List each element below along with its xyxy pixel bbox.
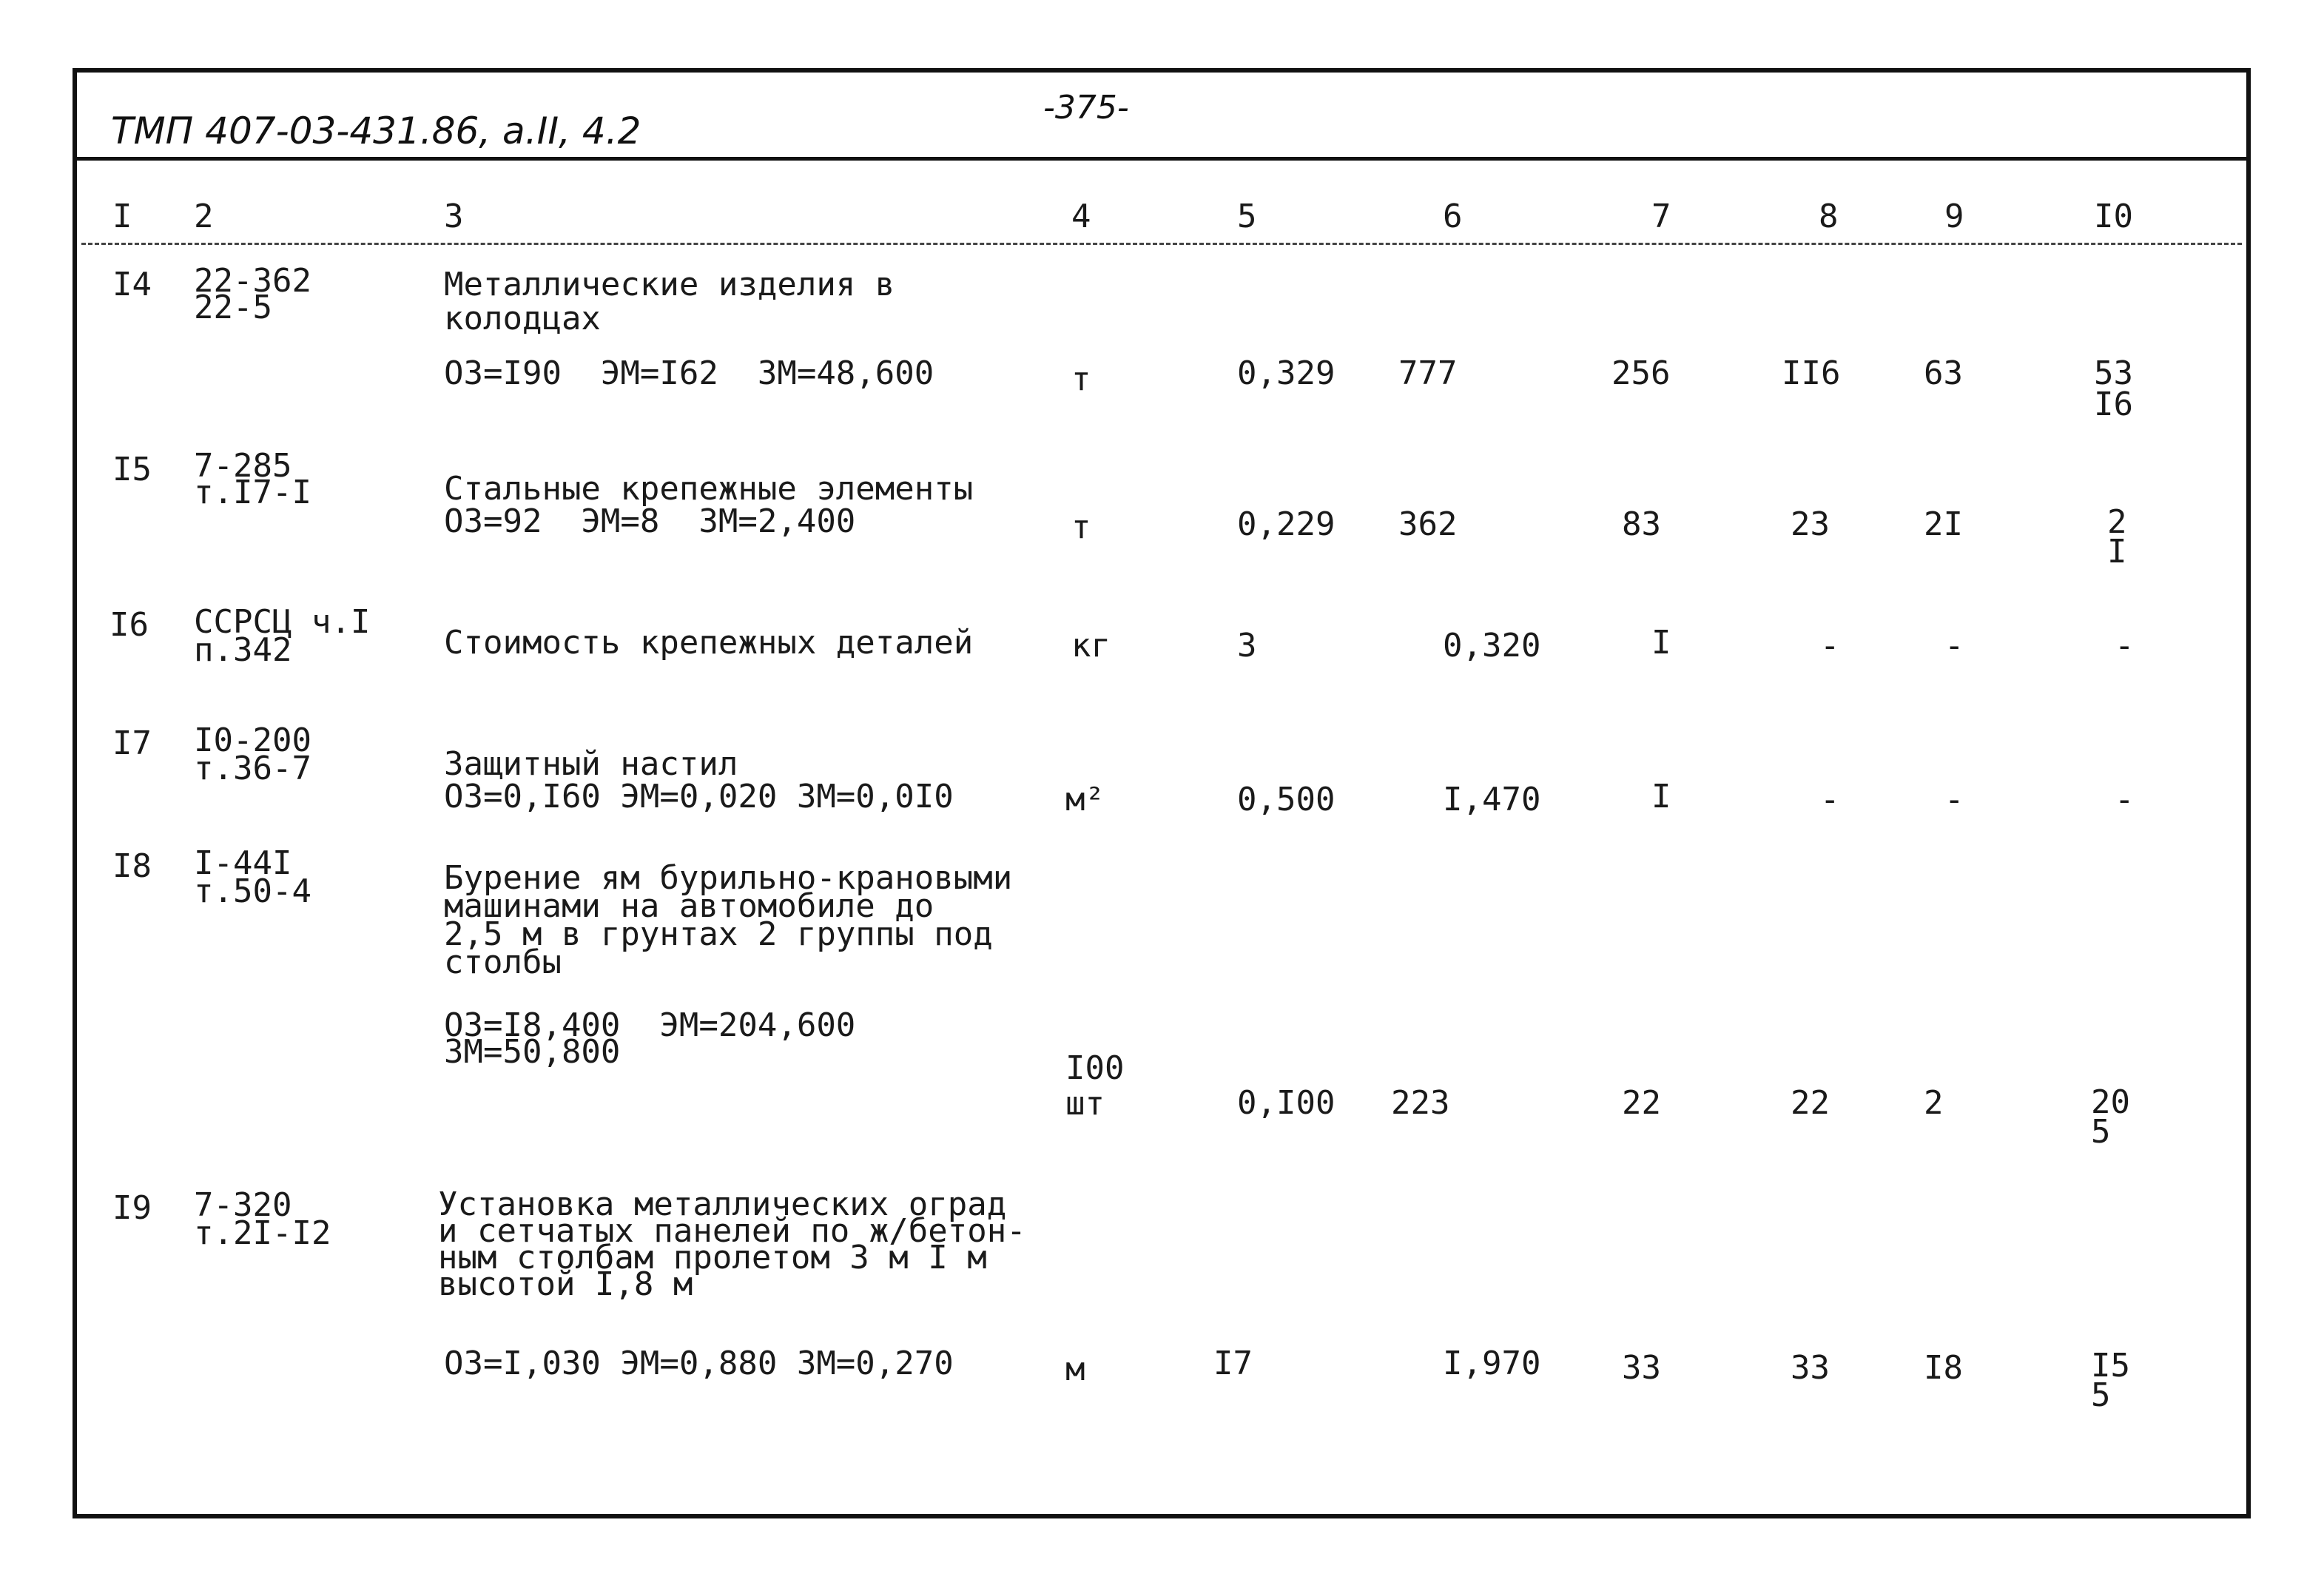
- col6-value: I,970: [1443, 1345, 1541, 1382]
- norm-code: I-44I т.50-4: [194, 844, 311, 910]
- column-number: 9: [1944, 198, 1964, 235]
- work-params: ОЗ=I90 ЭМ=I62 ЗМ=48,600: [444, 354, 934, 392]
- col9-value: 2I: [1924, 505, 1963, 543]
- row-number: I5: [112, 451, 152, 488]
- row-number: I9: [112, 1189, 152, 1227]
- col10-value: 2 I: [2107, 503, 2127, 571]
- row-number: I4: [112, 266, 152, 303]
- column-number: 4: [1071, 198, 1091, 235]
- col8-value: -: [1820, 781, 1840, 818]
- work-params: ОЗ=I8,400 ЭМ=204,600 ЗМ=50,800: [444, 1006, 856, 1071]
- work-title: Стальные крепежные элементы: [444, 470, 974, 508]
- unit: м: [1065, 1350, 1085, 1388]
- column-number: 5: [1237, 198, 1257, 235]
- col6-value: I,470: [1443, 781, 1541, 818]
- row-number: I7: [112, 724, 152, 762]
- unit: м²: [1065, 781, 1105, 818]
- column-number: 6: [1443, 198, 1463, 235]
- col7-value: I: [1651, 624, 1671, 662]
- document-code: ТМП 407-03-431.86, а.II, 4.2: [111, 110, 641, 152]
- quantity: 0,229: [1237, 505, 1336, 543]
- column-number: 7: [1651, 198, 1671, 235]
- work-title: Стоимость крепежных деталей: [444, 624, 974, 662]
- column-number: 2: [194, 198, 214, 235]
- col8-value: -: [1820, 627, 1840, 665]
- unit: I00 шт: [1065, 1049, 1125, 1123]
- quantity: 3: [1237, 627, 1257, 665]
- work-title: Установка металлических оград и сетчатых панелей по ж/бетон- ным столбам пролетом 3 м I м высотой I,8 м: [438, 1185, 1026, 1303]
- col10-value: I5 5: [2091, 1347, 2130, 1414]
- work-params: ОЗ=0,I60 ЭМ=0,020 ЗМ=0,0I0: [444, 778, 954, 815]
- col7-value: 256: [1611, 354, 1671, 392]
- page-number: -375-: [1043, 89, 1129, 127]
- work-params: ОЗ=92 ЭМ=8 ЗМ=2,400: [444, 502, 856, 540]
- norm-code: 7-285 т.I7-I: [194, 447, 311, 511]
- col6-value: 223: [1391, 1084, 1450, 1122]
- col6-value: 362: [1398, 505, 1458, 543]
- col9-value: 2: [1924, 1084, 1944, 1122]
- row-number: I6: [110, 606, 149, 644]
- quantity: 0,I00: [1237, 1084, 1336, 1122]
- norm-code: 7-320 т.2I-I2: [194, 1186, 331, 1252]
- column-number: 8: [1819, 198, 1839, 235]
- unit: т: [1071, 508, 1091, 546]
- page-frame: [73, 68, 2251, 1518]
- col10-value: 20 5: [2091, 1083, 2130, 1151]
- column-numbers-divider: [81, 243, 2242, 245]
- col6-value: 777: [1398, 354, 1458, 392]
- col10-value: -: [2115, 627, 2135, 665]
- column-number: I0: [2094, 198, 2133, 235]
- norm-code: I0-200 т.36-7: [194, 722, 311, 787]
- col9-value: -: [1944, 627, 1964, 665]
- col7-value: 83: [1622, 505, 1661, 543]
- header-divider: [73, 157, 2251, 161]
- col8-value: 22: [1791, 1084, 1830, 1122]
- col9-value: 63: [1924, 354, 1963, 392]
- col7-value: 22: [1622, 1084, 1661, 1122]
- quantity: I7: [1213, 1345, 1253, 1382]
- col10-value: 53 I6: [2094, 354, 2133, 423]
- col8-value: II6: [1782, 354, 1841, 392]
- work-title: Металлические изделия в колодцах: [444, 266, 895, 337]
- row-number: I8: [112, 847, 152, 885]
- quantity: 0,329: [1237, 354, 1336, 392]
- norm-code: 22-362 22-5: [194, 262, 311, 326]
- unit: кг: [1071, 627, 1111, 665]
- quantity: 0,500: [1237, 781, 1336, 818]
- column-number: I: [112, 198, 132, 235]
- work-params: ОЗ=I,030 ЭМ=0,880 ЗМ=0,270: [444, 1345, 954, 1382]
- col9-value: -: [1944, 781, 1964, 818]
- col7-value: I: [1651, 778, 1671, 815]
- col7-value: 33: [1622, 1349, 1661, 1387]
- col8-value: 33: [1791, 1349, 1830, 1387]
- col6-value: 0,320: [1443, 627, 1541, 665]
- col10-value: -: [2115, 781, 2135, 818]
- work-title: Защитный настил: [444, 745, 738, 783]
- unit: т: [1071, 360, 1091, 398]
- norm-code: ССРСЦ ч.I п.342: [194, 603, 371, 669]
- col9-value: I8: [1924, 1349, 1963, 1387]
- work-title: Бурение ям бурильно-крановыми машинами на автомобиле до 2,5 м в грунтах 2 группы под столбы: [444, 859, 1013, 981]
- col8-value: 23: [1791, 505, 1830, 543]
- column-number: 3: [444, 198, 464, 235]
